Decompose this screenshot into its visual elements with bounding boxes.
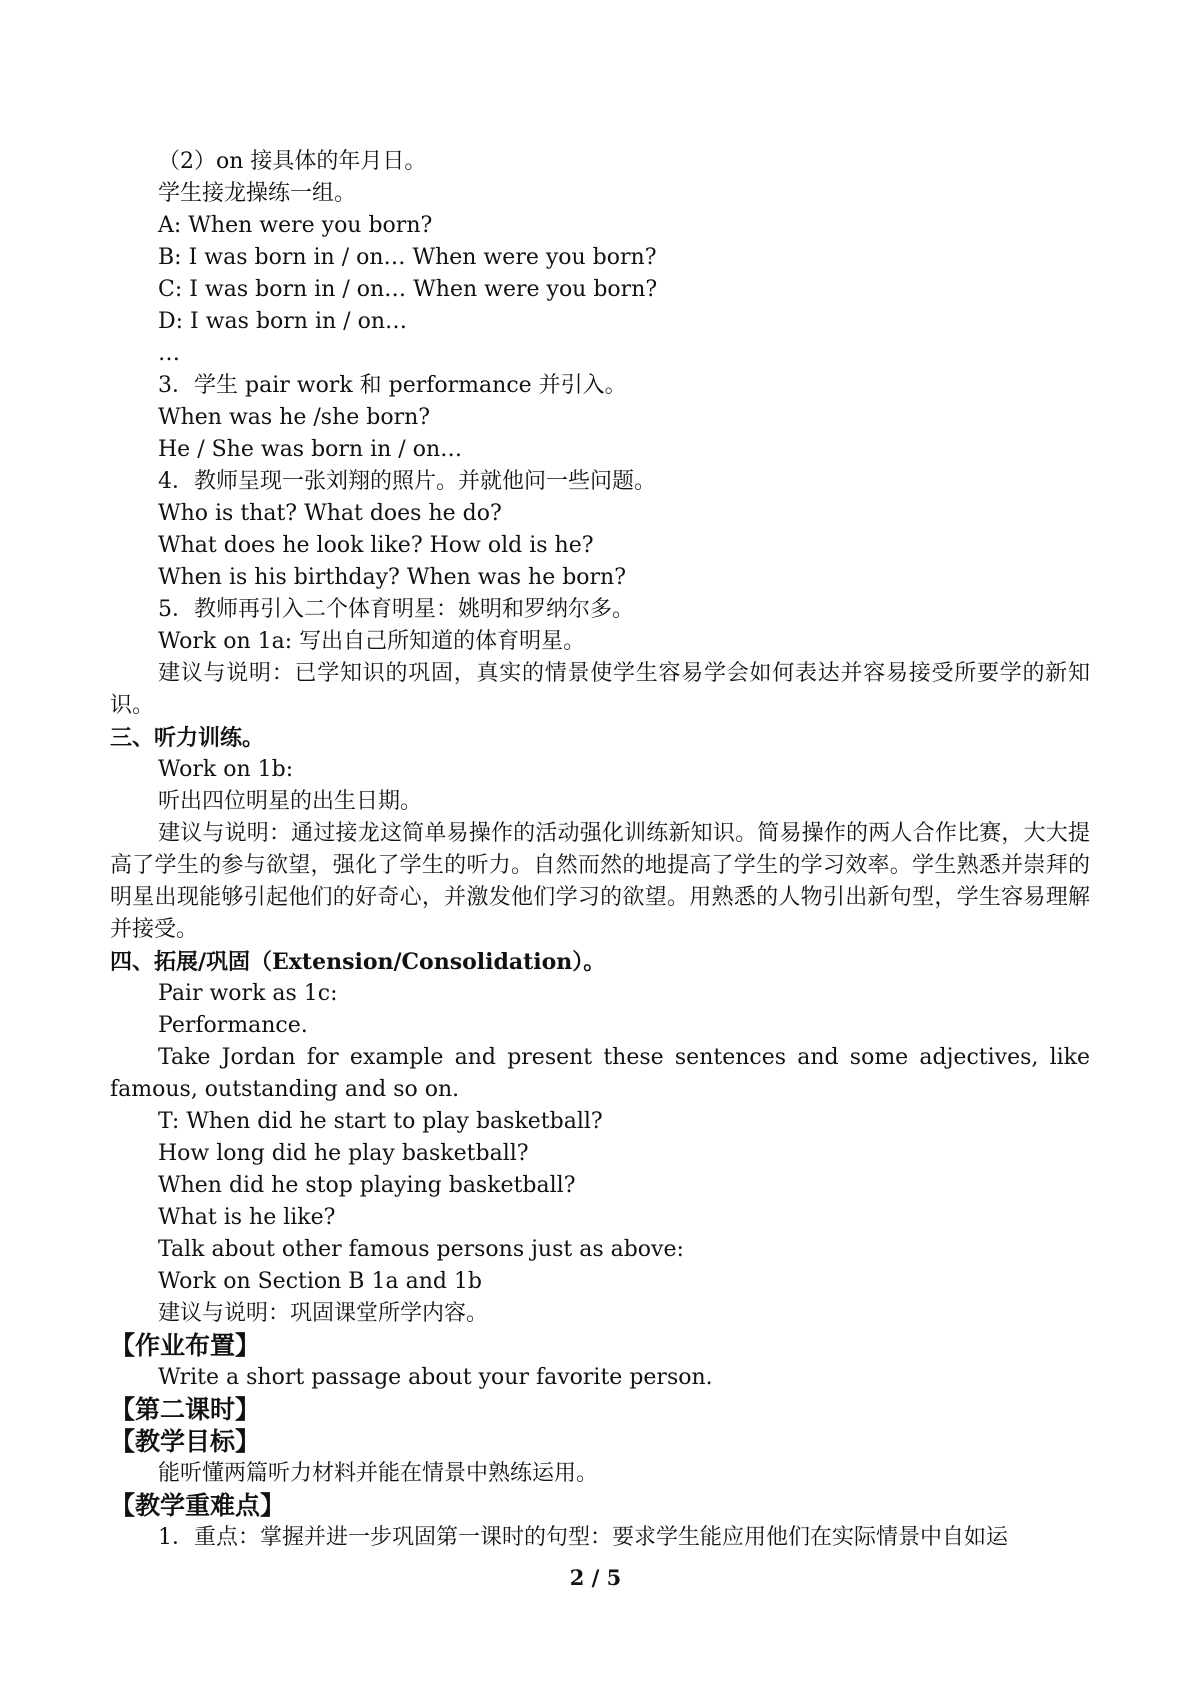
heading-key-points: 【教学重难点】 (110, 1491, 286, 1520)
suggestion-paragraph: 建议与说明：通过接龙这简单易操作的活动强化训练新知识。简易操作的两人合作比赛，大大提高了学生的参与欲望，强化了学生的听力。自然而然的地提高了学生的学习效率。学生熟悉并崇拜的明星出现能够引起他们的好奇心，并激发他们学习的欲望。用熟悉的人物引出新句型，学生容易理解并接受。 (110, 821, 1090, 942)
question-line: When did he stop playing basketball? (158, 1173, 576, 1198)
question-line: What is he like? (158, 1205, 336, 1230)
dialogue-line: D: I was born in / on… (158, 309, 407, 334)
text-line: （2）on 接具体的年月日。 (158, 149, 427, 174)
heading-teaching-goals: 【教学目标】 (110, 1427, 261, 1456)
text-line: Work on 1a: 写出自己所知道的体育明星。 (158, 629, 586, 654)
suggestion-line: 建议与说明：巩固课堂所学内容。 (158, 1301, 489, 1326)
text-line: Work on Section B 1a and 1b (158, 1269, 483, 1294)
english-paragraph: Take Jordan for example and present these sentences and some adjectives, like famous, outstanding and so on. (110, 1045, 1090, 1102)
text-line: Talk about other famous persons just as above: (158, 1237, 684, 1262)
question-line: T: When did he start to play basketball? (158, 1109, 603, 1134)
text-line: Pair work as 1c: (158, 981, 338, 1006)
section-heading-extension: 四、拓展/巩固（Extension/Consolidation）。 (110, 949, 606, 975)
question-line: Who is that? What does he do? (158, 501, 502, 526)
dialogue-line: B: I was born in / on… When were you born? (158, 245, 657, 270)
question-line: What does he look like? How old is he? (158, 533, 594, 558)
dialogue-line: C: I was born in / on… When were you born? (158, 277, 658, 302)
question-line: When is his birthday? When was he born? (158, 565, 627, 590)
text-line: 能听懂两篇听力材料并能在情景中熟练运用。 (158, 1461, 599, 1486)
page-number: 2 / 5 (569, 1565, 622, 1590)
text-line: 听出四位明星的出生日期。 (158, 789, 423, 814)
suggestion-paragraph: 建议与说明：已学知识的巩固，真实的情景使学生容易学会如何表达并容易接受所要学的新知识。 (110, 661, 1090, 718)
question-line: How long did he play basketball? (158, 1141, 529, 1166)
ellipsis-line: … (158, 341, 180, 366)
section-heading-listening: 三、听力训练。 (110, 725, 265, 751)
text-line: 学生接龙操练一组。 (158, 181, 357, 206)
text-line: He / She was born in / on… (158, 437, 463, 462)
heading-second-lesson: 【第二课时】 (110, 1395, 261, 1424)
text-line: When was he /she born? (158, 405, 431, 430)
text-line: Performance. (158, 1013, 308, 1038)
text-line: Write a short passage about your favorite person. (158, 1365, 713, 1390)
step-4-line: 4．教师呈现一张刘翔的照片。并就他问一些问题。 (158, 469, 656, 494)
page-body (110, 146, 1090, 1554)
step-5-line: 5．教师再引入二个体育明星：姚明和罗纳尔多。 (158, 597, 634, 622)
dialogue-line: A: When were you born? (158, 213, 433, 238)
step-3-line: 3．学生 pair work 和 performance 并引入。 (158, 373, 627, 398)
text-line: Work on 1b: (158, 757, 294, 782)
text-line: 1．重点：掌握并进一步巩固第一课时的句型：要求学生能应用他们在实际情景中自如运 (158, 1525, 1008, 1550)
heading-homework: 【作业布置】 (110, 1331, 261, 1360)
